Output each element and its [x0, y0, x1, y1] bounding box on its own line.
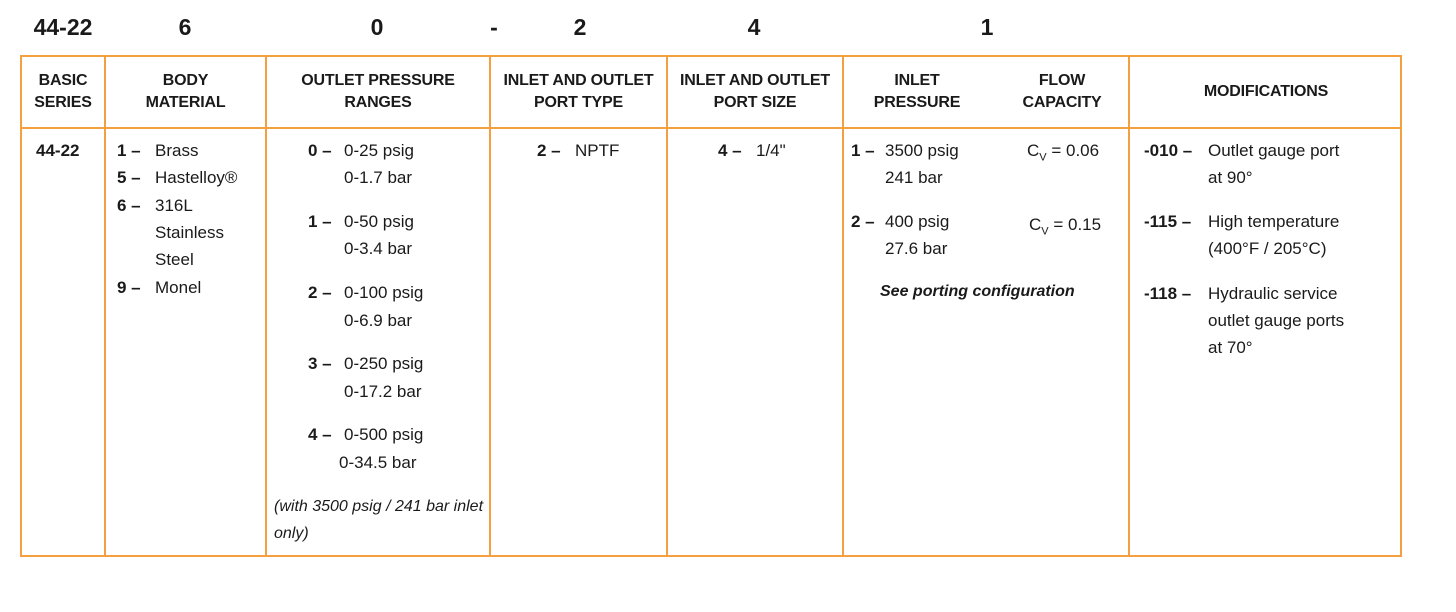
option-psig: 3500 psig [885, 141, 959, 160]
option-bar: 27.6 bar [885, 239, 948, 258]
option-code: 0 – [308, 141, 332, 160]
option-text: Hydraulic service [1208, 284, 1338, 303]
cv-value: = 0.15 [1048, 215, 1102, 234]
header-basic-series: BASIC SERIES [34, 72, 92, 111]
option-bar: 241 bar [885, 168, 943, 187]
option-text: (400°F / 205°C) [1208, 239, 1327, 258]
option-text: Hastelloy® [155, 168, 238, 187]
outlet-pressure-item [308, 137, 414, 164]
option-code: 1 – [117, 141, 141, 160]
option-bar: 0-17.2 bar [344, 382, 422, 401]
table-header-row [22, 57, 1400, 129]
header-inlet-pressure: INLET PRESSURE [873, 72, 961, 111]
code-port-size: 4 [747, 14, 761, 40]
option-psig: 400 psig [885, 212, 950, 231]
column-divider [104, 57, 106, 555]
cv-subscript: V [1041, 225, 1049, 238]
column-divider [489, 57, 491, 555]
option-code: -010 – [1144, 141, 1193, 160]
column-divider [842, 57, 844, 555]
option-text: Stainless [155, 223, 224, 242]
outlet-pressure-item [308, 279, 423, 306]
option-text: at 70° [1208, 338, 1253, 357]
port-size-item [718, 137, 786, 164]
option-code: 5 – [117, 168, 141, 187]
option-bar: 0-34.5 bar [339, 453, 417, 472]
option-code: 6 – [117, 196, 141, 215]
option-code: 1 – [308, 212, 332, 231]
body-material-item [117, 164, 237, 191]
body-material-item [117, 137, 198, 164]
code-inlet-pressure: 1 [980, 14, 994, 40]
porting-configuration-note: See porting configuration [880, 283, 1075, 300]
code-basic-series: 44-22 [33, 14, 93, 40]
option-psig: 0-500 psig [344, 425, 424, 444]
header-flow-capacity: FLOW CAPACITY [1022, 72, 1102, 111]
option-code: -118 – [1144, 284, 1192, 303]
option-psig: 0-100 psig [344, 283, 424, 302]
basic-series-value: 44-22 [36, 141, 80, 160]
option-psig: 0-250 psig [344, 354, 424, 373]
header-modifications: MODIFICATIONS [1203, 83, 1329, 100]
option-text: 1/4" [756, 141, 786, 160]
header-port-size: INLET AND OUTLET PORT SIZE [680, 72, 830, 111]
outlet-pressure-item [308, 350, 423, 377]
cv-label: C [1029, 215, 1042, 234]
option-code: 4 – [718, 141, 742, 160]
cv-label: C [1027, 141, 1040, 160]
header-body-material: BODY MATERIAL [145, 72, 226, 111]
column-divider [1128, 57, 1130, 555]
option-text: Outlet gauge port [1208, 141, 1340, 160]
option-code: 2 – [537, 141, 561, 160]
outlet-pressure-note: (with 3500 psig / 241 bar inlet only) [274, 498, 484, 542]
modification-item [1144, 208, 1339, 235]
body-material-item [117, 192, 193, 219]
modification-item [1144, 280, 1337, 307]
option-code: 1 – [851, 141, 875, 160]
modification-item [1144, 137, 1339, 164]
option-code: 4 – [308, 425, 332, 444]
inlet-pressure-item [851, 137, 959, 164]
option-psig: 0-25 psig [344, 141, 414, 160]
column-divider [265, 57, 267, 555]
option-text: 316L [155, 196, 193, 215]
cv-value: = 0.06 [1046, 141, 1100, 160]
option-text: Monel [155, 278, 202, 297]
ordering-table [20, 55, 1402, 557]
option-text: outlet gauge ports [1208, 311, 1345, 330]
column-divider [666, 57, 668, 555]
option-text: NPTF [575, 141, 620, 160]
option-text: Steel [155, 250, 194, 269]
code-separator: - [490, 14, 498, 40]
option-code: -115 – [1144, 212, 1192, 231]
inlet-pressure-item [851, 208, 949, 235]
option-code: 9 – [117, 278, 141, 297]
option-code: 3 – [308, 354, 332, 373]
option-bar: 0-1.7 bar [344, 168, 413, 187]
option-code: 2 – [308, 283, 332, 302]
option-bar: 0-6.9 bar [344, 311, 413, 330]
body-material-item [117, 274, 201, 301]
header-port-type: INLET AND OUTLET PORT TYPE [503, 72, 654, 111]
port-type-item [537, 137, 619, 164]
outlet-pressure-item [308, 208, 414, 235]
option-text: High temperature [1208, 212, 1340, 231]
option-text: Brass [155, 141, 199, 160]
part-number-code-row [0, 14, 1456, 44]
flow-capacity-value [1027, 137, 1099, 171]
option-bar: 0-3.4 bar [344, 239, 413, 258]
flow-capacity-value [1029, 211, 1101, 245]
code-body-material: 6 [178, 14, 192, 40]
option-text: at 90° [1208, 168, 1253, 187]
header-outlet-pressure: OUTLET PRESSURE RANGES [301, 72, 455, 111]
code-outlet-pressure: 0 [370, 14, 384, 40]
cv-subscript: V [1039, 151, 1047, 164]
outlet-pressure-item [308, 421, 423, 448]
code-port-type: 2 [573, 14, 587, 40]
option-code: 2 – [851, 212, 875, 231]
option-psig: 0-50 psig [344, 212, 414, 231]
